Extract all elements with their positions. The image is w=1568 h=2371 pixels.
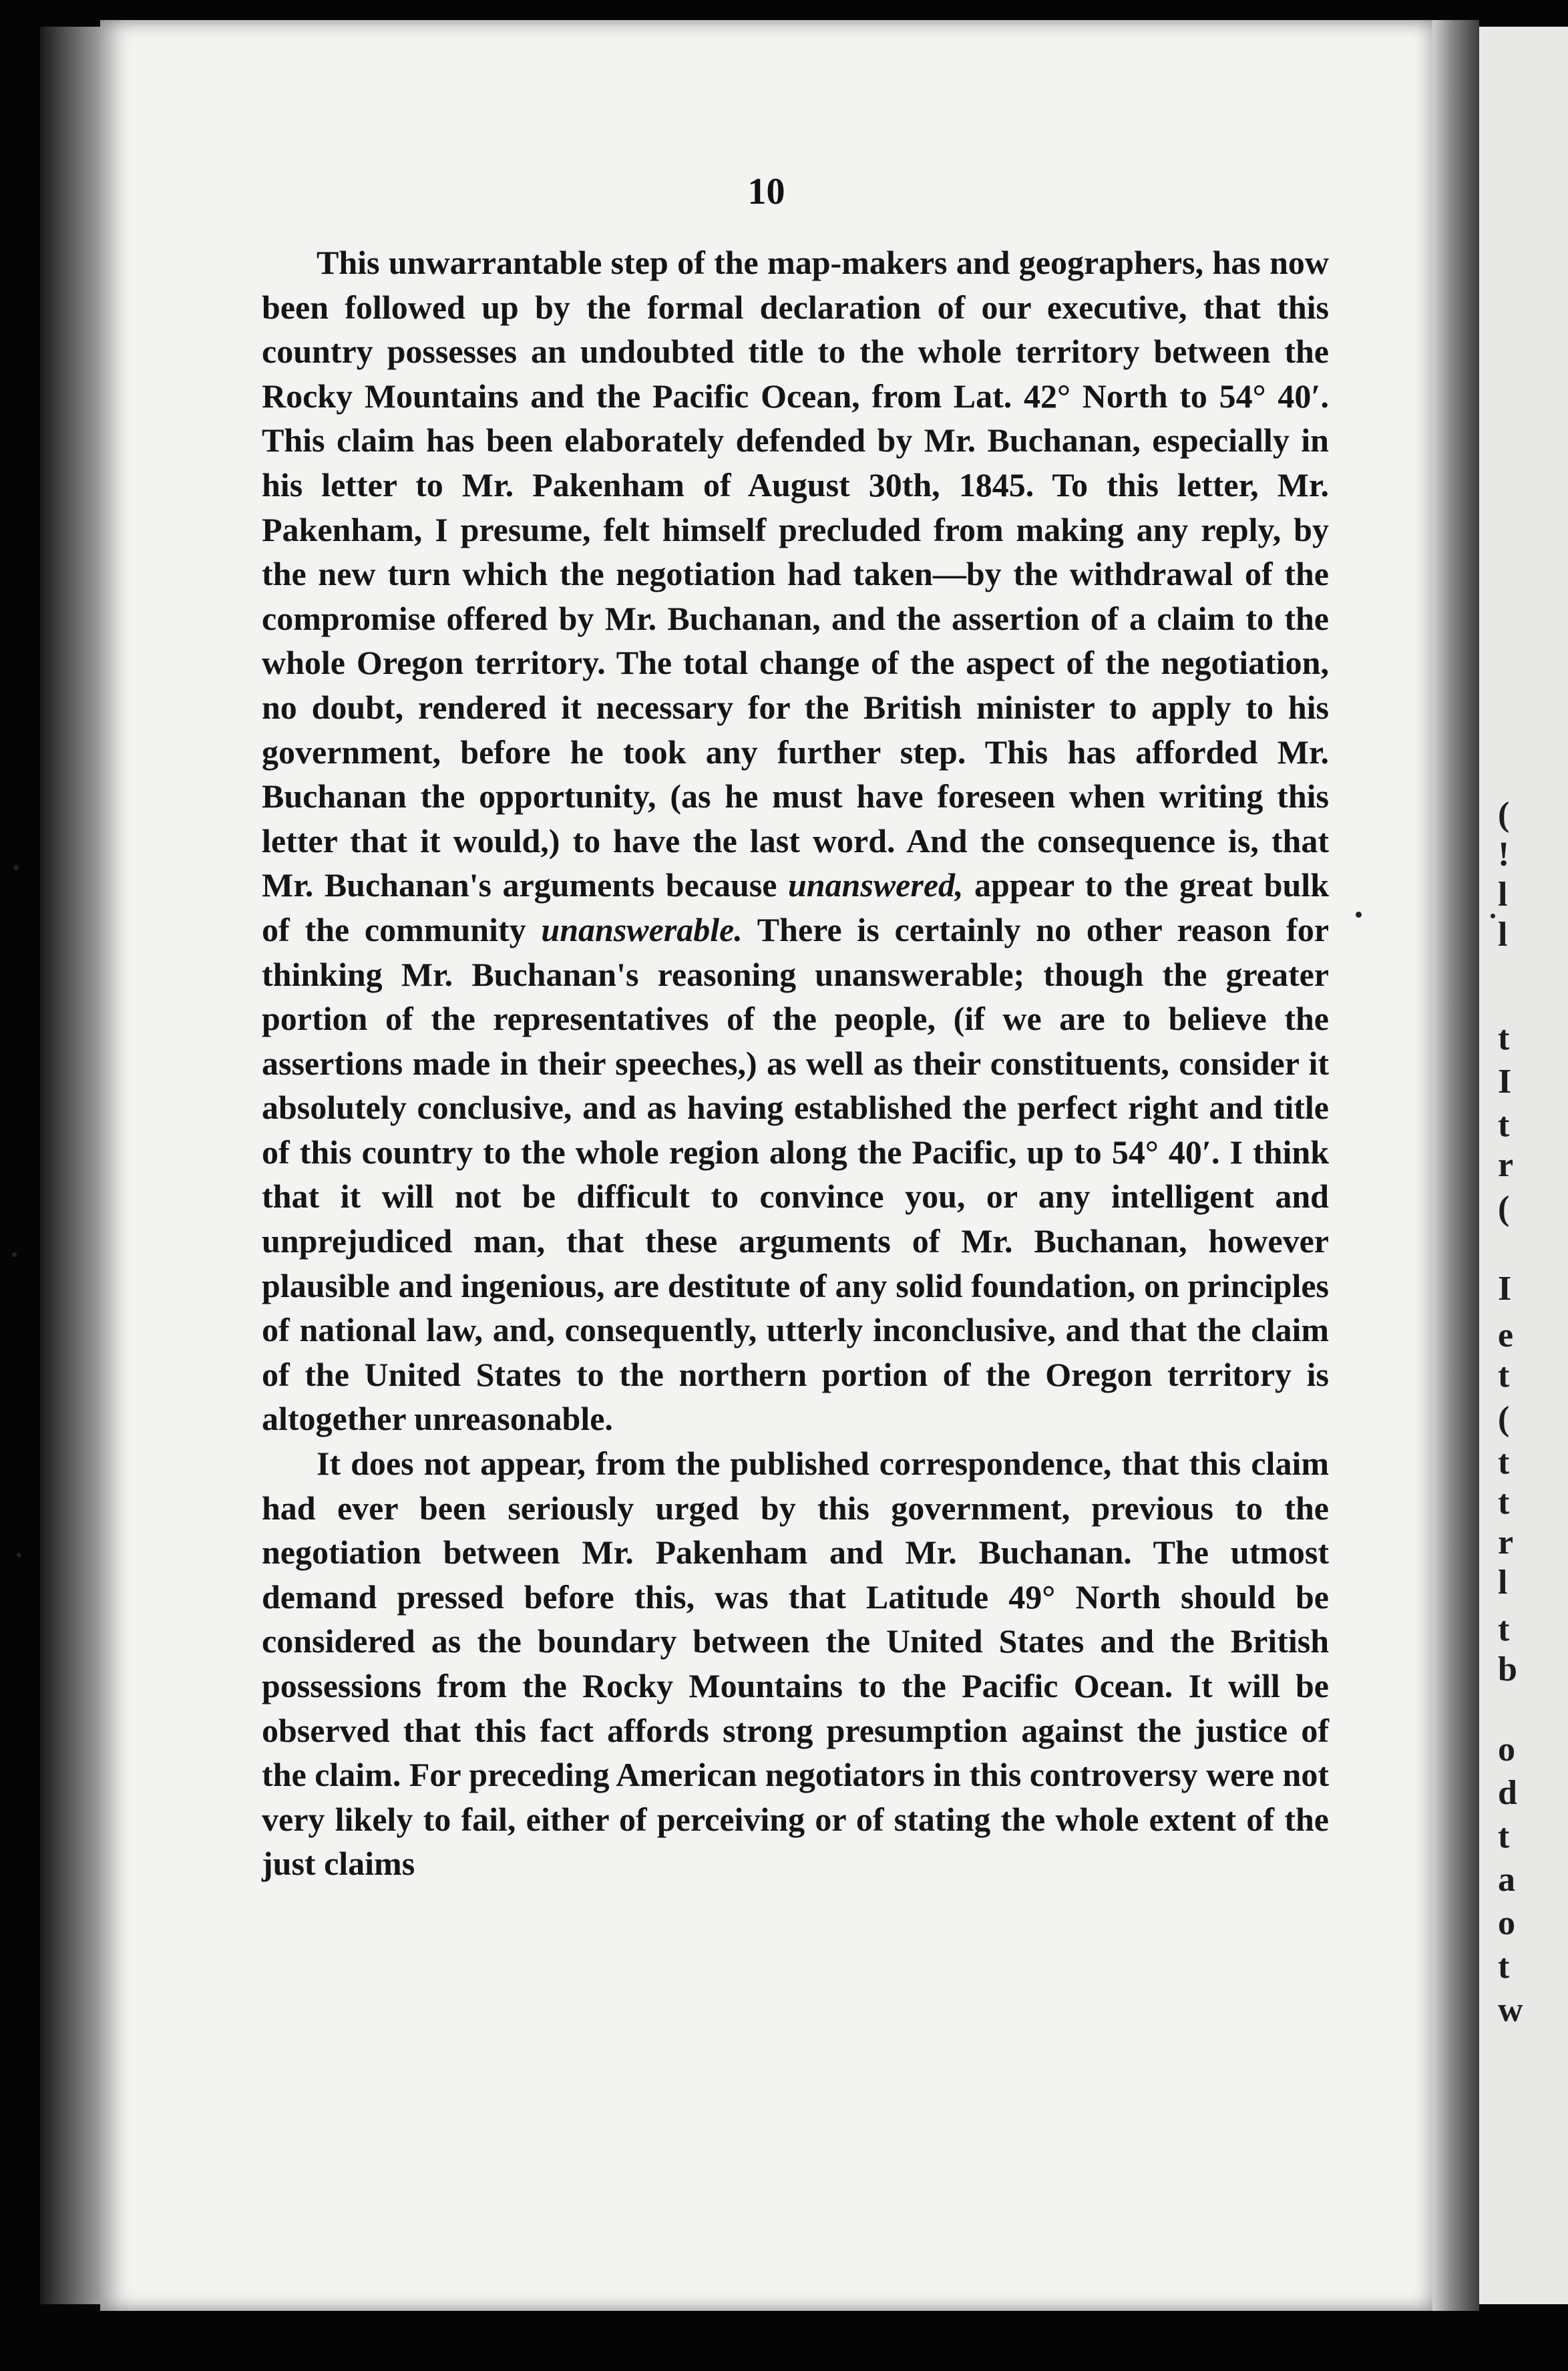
adjacent-page-letter: t [1498, 1106, 1510, 1144]
adjacent-page-letter: t [1498, 1356, 1510, 1395]
page-number: 10 [747, 171, 785, 212]
adjacent-page-letter: b [1498, 1650, 1517, 1688]
adjacent-page-letter: o [1498, 1730, 1515, 1769]
adjacent-page-letter: r [1498, 1523, 1514, 1562]
scan-speck [17, 1553, 21, 1558]
adjacent-page-letter: o [1498, 1904, 1515, 1942]
adjacent-page-edge [1479, 27, 1568, 2304]
adjacent-page-letter: t [1498, 1948, 1510, 1986]
adjacent-page-letter: r [1498, 1146, 1514, 1184]
scan-speck [1491, 914, 1495, 918]
adjacent-page-letter: I [1498, 1270, 1512, 1308]
text-run: This unwarrantable step of the map-makers and geographers, has now been followed up by the formal declaration of our executive, that this country possesses an undoubted title to the whole territory between the Rocky Mountains and the Pacific Ocean, from Lat. 42° North to 54° 40′. This claim has been elaborately defended by Mr. Buchanan, especially in his letter to Mr. Pakenham of August 30th, 1845. To this letter, Mr. Pakenham, I presume, felt himself precluded from making any reply, by the new turn which the negotiation had taken—by the withdrawal of the compromise offered by Mr. Buchanan, and the assertion of a claim to the whole Oregon territory. The total change of the aspect of the negotiation, no doubt, rendered it necessary for the British minister to apply to his government, before he took any further step. This has afforded Mr. Buchanan the opportunity, (as he must have foreseen when writing this letter that it would,) to have the last word. And the consequence is, that Mr. Buchanan's arguments because [262, 244, 1329, 904]
adjacent-page-letter: I [1498, 1063, 1512, 1101]
page-body-text [262, 240, 1329, 1886]
text-run: There is certainly no other reason for thinking Mr. Buchanan's reasoning unanswerable; though the greater portion of the representatives of the people, (if we are to believe the assertions made in their speeches,) as well as their constituents, consider it absolutely conclusive, and as having established the perfect right and title of this country to the whole region along the Pacific, up to 54° 40′. I think that it will not be difficult to convince you, or any intelligent and unprejudiced man, that these arguments of Mr. Buchanan, however plausible and ingenious, are destitute of any solid foundation, on principles of national law, and, consequently, utterly inconclusive, and that the claim of the United States to the northern portion of the Oregon territory is altogether unreasonable. [262, 910, 1330, 1438]
text-run: It does not appear, from the published correspondence, that this claim had ever been seriously urged by this government, previous to the negotiation between Mr. Pakenham and Mr. Buchanan. The utmost demand pressed before this, was that Latitude 49° North should be considered as the boundary between the United States and the British possessions from the Rocky Mountains to the Pacific Ocean. It will be observed that this fact affords strong presumption against the justice of the claim. For preceding American negotiators in this controversy were not very likely to fail, either of perceiving or of stating the whole extent of the just claims [262, 1445, 1329, 1883]
paragraph [262, 1441, 1329, 1886]
scan-speck [13, 865, 19, 870]
adjacent-page-letter: ( [1498, 1400, 1510, 1438]
italic-text-run: unanswerable. [541, 910, 743, 948]
adjacent-page-letter: ( [1498, 795, 1510, 834]
italic-text-run: unanswered, [787, 866, 964, 904]
adjacent-page-letter: ! [1498, 836, 1510, 874]
text-run: appear to the great bulk of the community [262, 866, 1329, 948]
adjacent-page-letter: t [1498, 1610, 1510, 1648]
adjacent-page-letter: t [1498, 1019, 1510, 1057]
adjacent-page-letter: l [1498, 876, 1508, 914]
page-gutter-shadow [1432, 20, 1479, 2311]
adjacent-page-letter: l [1498, 1564, 1508, 1602]
paragraph [262, 240, 1329, 1441]
scan-speck [12, 1252, 17, 1257]
adjacent-page-letter: d [1498, 1774, 1517, 1812]
adjacent-page-letter: t [1498, 1817, 1510, 1855]
adjacent-page-letter: l [1498, 916, 1508, 954]
adjacent-page-letter: ( [1498, 1190, 1510, 1228]
adjacent-page-letter: w [1498, 1991, 1523, 2029]
adjacent-page-letter: t [1498, 1483, 1510, 1521]
adjacent-page-letter: e [1498, 1316, 1514, 1354]
adjacent-page-letter: t [1498, 1443, 1510, 1481]
adjacent-page-letter: a [1498, 1861, 1515, 1899]
scan-speck [1356, 912, 1362, 918]
